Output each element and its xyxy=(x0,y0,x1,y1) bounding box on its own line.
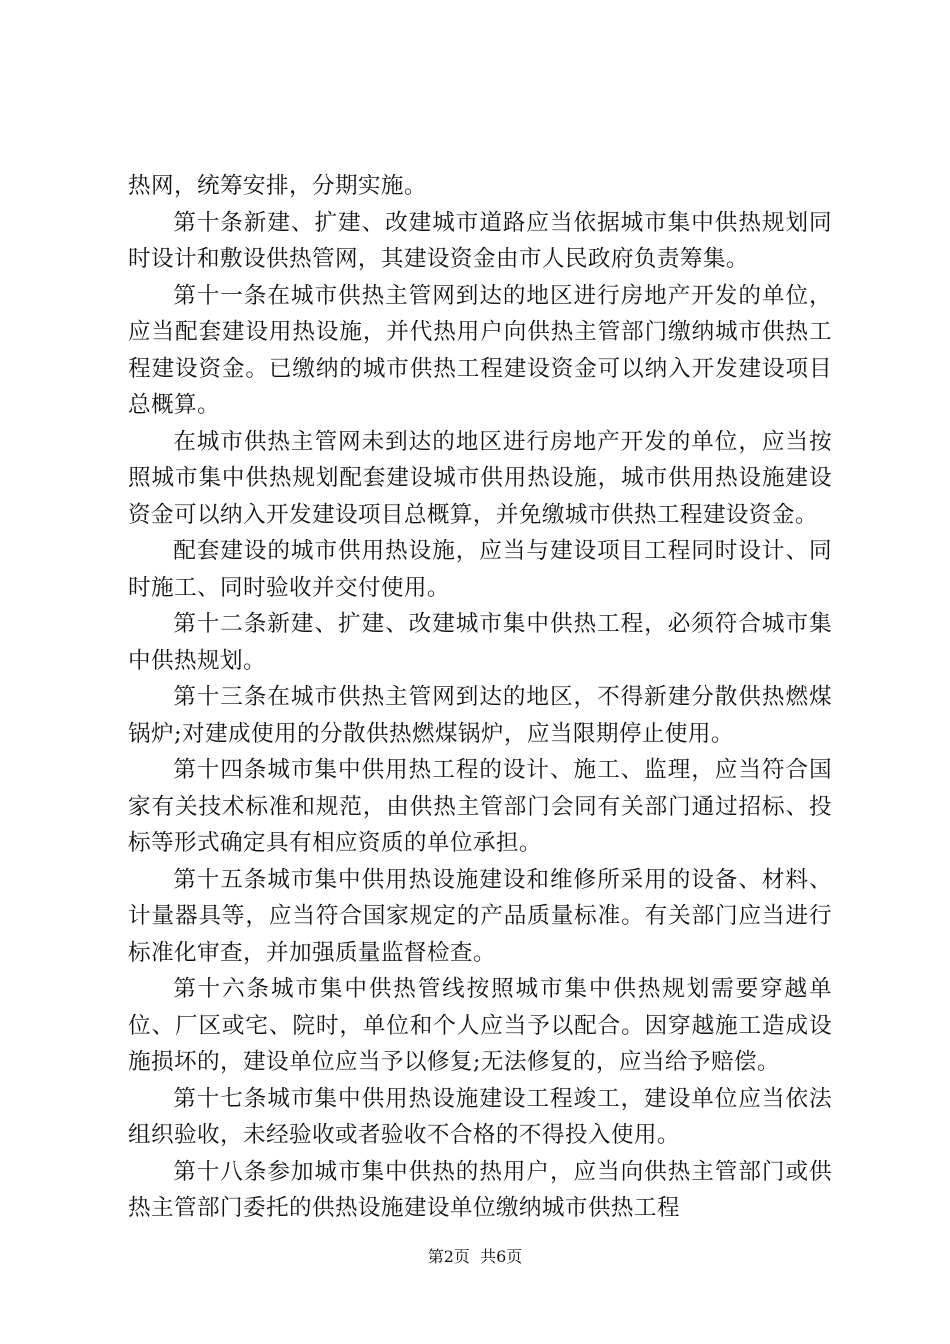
paragraph: 第十三条在城市供热主管网到达的地区，不得新建分散供热燃煤锅炉;对建成使用的分散供热燃煤锅炉，应当限期停止使用。 xyxy=(128,684,832,747)
paragraph: 在城市供热主管网未到达的地区进行房地产开发的单位，应当按照城市集中供热规划配套建设城市供用热设施，城市供用热设施建设资金可以纳入开发建设项目总概算，并免缴城市供热工程建设资金。 xyxy=(128,428,832,528)
paragraph: 第十七条城市集中供用热设施建设工程竣工，建设单位应当依法组织验收，未经验收或者验收不合格的不得投入使用。 xyxy=(128,1085,832,1148)
document-body xyxy=(128,168,832,1227)
paragraph: 第十一条在城市供热主管网到达的地区进行房地产开发的单位，应当配套建设用热设施，并代热用户向供热主管部门缴纳城市供热工程建设资金。已缴纳的城市供热工程建设资金可以纳入开发建设项目总概算。 xyxy=(128,282,832,418)
paragraph: 第十八条参加城市集中供热的热用户，应当向供热主管部门或供热主管部门委托的供热设施建设单位缴纳城市供热工程 xyxy=(128,1158,832,1221)
paragraph: 配套建设的城市供用热设施，应当与建设项目工程同时设计、同时施工、同时验收并交付使用。 xyxy=(128,538,832,601)
paragraph: 第十二条新建、扩建、改建城市集中供热工程，必须符合城市集中供热规划。 xyxy=(128,611,832,674)
page-number: 第2页 xyxy=(427,1247,470,1266)
paragraph: 第十条新建、扩建、改建城市道路应当依据城市集中供热规划同时设计和敷设供热管网，其建设资金由市人民政府负责筹集。 xyxy=(128,209,832,272)
page-total: 共6页 xyxy=(480,1247,523,1266)
paragraph: 第十五条城市集中供用热设施建设和维修所采用的设备、材料、计量器具等，应当符合国家规定的产品质量标准。有关部门应当进行标准化审查，并加强质量监督检查。 xyxy=(128,866,832,966)
page-footer xyxy=(0,1244,950,1267)
paragraph: 第十四条城市集中供用热工程的设计、施工、监理，应当符合国家有关技术标准和规范，由供热主管部门会同有关部门通过招标、投标等形式确定具有相应资质的单位承担。 xyxy=(128,757,832,856)
paragraph: 第十六条城市集中供热管线按照城市集中供热规划需要穿越单位、厂区或宅、院时，单位和个人应当予以配合。因穿越施工造成设施损坏的，建设单位应当予以修复;无法修复的，应当给予赔偿。 xyxy=(128,976,832,1075)
paragraph: 热网，统筹安排，分期实施。 xyxy=(128,173,427,199)
